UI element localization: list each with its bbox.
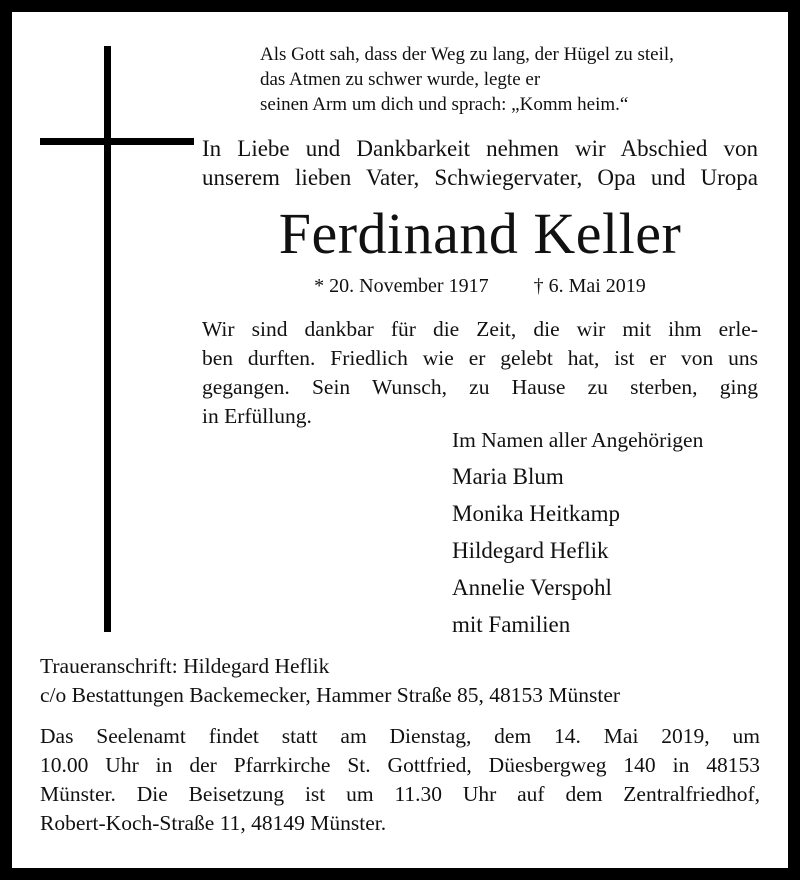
signer-name: Hildegard Heflik — [452, 538, 609, 563]
cross-icon-vertical — [104, 46, 111, 632]
intro-line: unserem lieben Vater, Schwiegervater, Opa und Uropa — [202, 165, 758, 190]
thanks-paragraph — [202, 315, 758, 431]
address-line: c/o Bestattungen Backemecker, Hammer Straße 85, 48153 Münster — [40, 683, 621, 707]
poem-line: seinen Arm um dich und sprach: „Komm heim.“ — [260, 94, 629, 115]
service-info — [40, 722, 760, 838]
death-date: † 6. Mai 2019 — [533, 275, 646, 297]
poem-line: Als Gott sah, dass der Weg zu lang, der Hügel zu steil, — [260, 44, 674, 65]
address-line: Traueranschrift: Hildegard Heflik — [40, 654, 330, 678]
farewell-intro — [202, 134, 758, 192]
signers-list — [452, 458, 620, 643]
thanks-line: Wir sind dankbar für die Zeit, die wir mit ihm erle- — [202, 317, 758, 341]
signers-intro: Im Namen aller Angehörigen — [452, 428, 704, 452]
signer-name: mit Familien — [452, 612, 571, 637]
poem — [260, 42, 674, 117]
deceased-name: Ferdinand Keller — [278, 201, 682, 266]
service-line: Robert-Koch-Straße 11, 48149 Münster. — [40, 811, 387, 835]
service-line: Das Seelenamt findet statt am Dienstag, dem 14. Mai 2019, um — [40, 724, 760, 748]
signer-name: Annelie Verspohl — [452, 575, 612, 600]
birth-date: * 20. November 1917 — [314, 275, 489, 297]
mourning-address — [40, 652, 620, 710]
service-line: Münster. Die Beisetzung ist um 11.30 Uhr auf dem Zentralfriedhof, — [40, 782, 760, 806]
cross-icon-horizontal — [40, 138, 194, 145]
life-dates — [202, 274, 758, 298]
service-line: 10.00 Uhr in der Pfarrkirche St. Gottfried, Düesbergweg 140 in 48153 — [40, 753, 760, 777]
poem-line: das Atmen zu schwer wurde, legte er — [260, 69, 541, 90]
signer-name: Monika Heitkamp — [452, 501, 620, 526]
intro-line: In Liebe und Dankbarkeit nehmen wir Abschied von — [202, 136, 758, 161]
signer-name: Maria Blum — [452, 464, 564, 489]
thanks-line: in Erfüllung. — [202, 404, 312, 428]
thanks-line: ben durften. Friedlich wie er gelebt hat, ist er von uns — [202, 346, 758, 370]
obituary-notice — [12, 12, 788, 868]
thanks-line: gegangen. Sein Wunsch, zu Hause zu sterben, ging — [202, 375, 758, 399]
